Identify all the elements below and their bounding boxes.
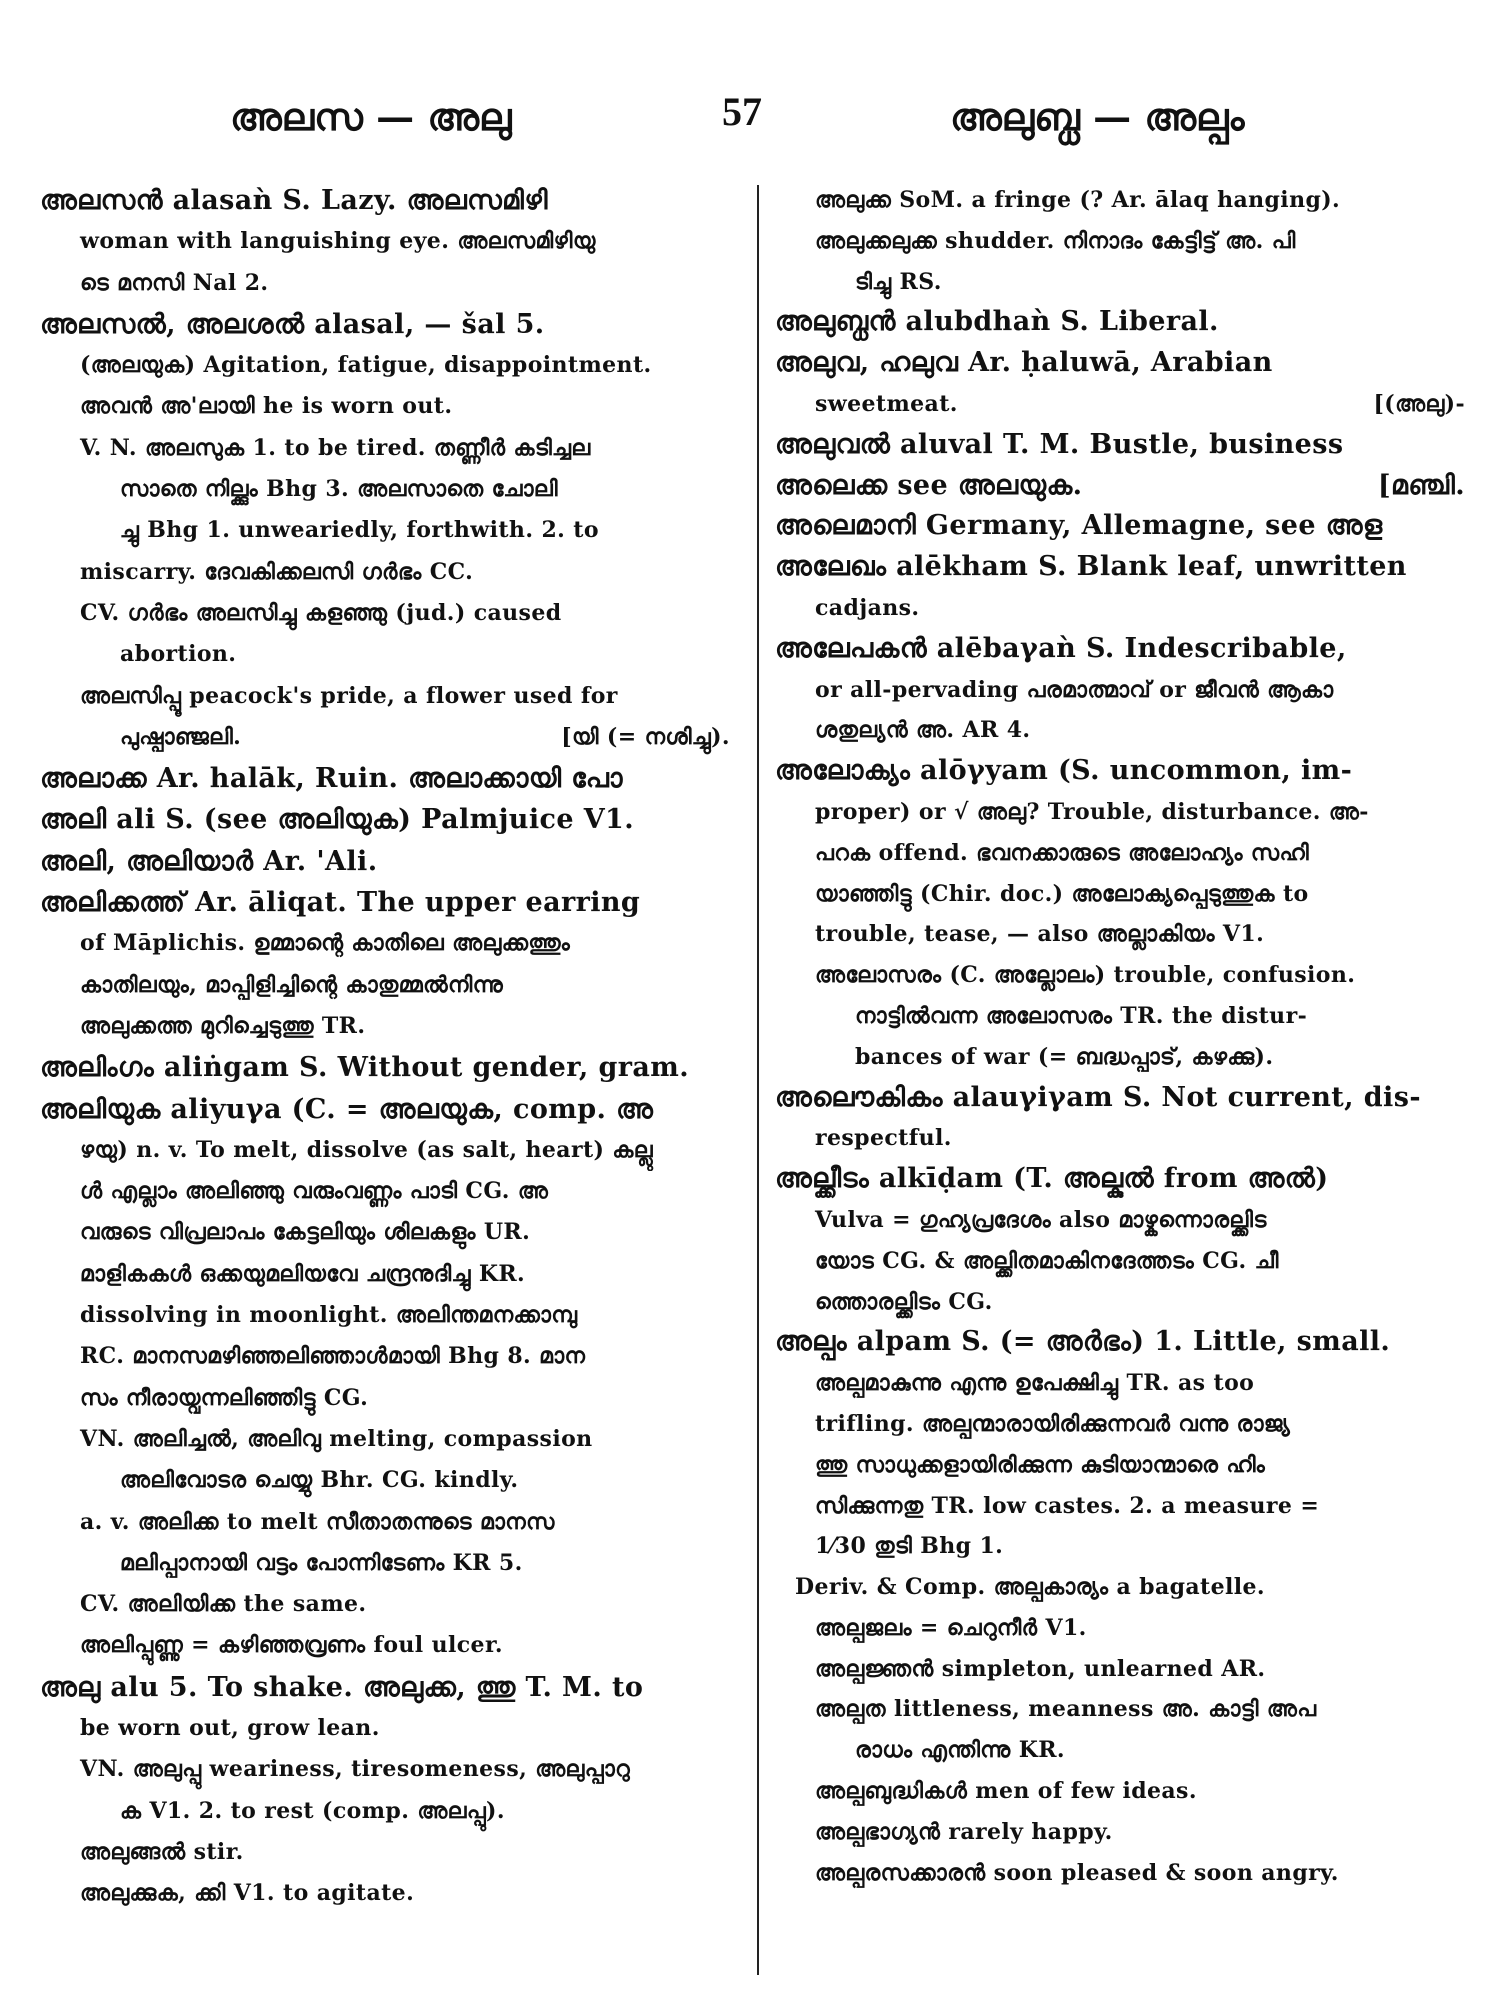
dictionary-entry-line — [40, 1873, 730, 1914]
dictionary-entry-headline — [775, 466, 1465, 507]
dictionary-entry-headline — [40, 841, 730, 882]
entry-text: dissolving in moonlight. അലിന്തമനക്കാമ്പു — [80, 1302, 578, 1329]
entry-text: അലെക്ക see അലയുക. — [775, 469, 1083, 501]
entry-text: അലുക്ക SoM. a fringe (? Ar. ālaq hanging). — [815, 187, 1341, 213]
entry-text: അലോക്യം alōγyam (S. uncommon, im- — [775, 755, 1353, 787]
dictionary-entry-headline — [40, 1047, 730, 1088]
dictionary-entry-line — [40, 263, 730, 304]
entry-text: അലസിപ്പൂ peacock's pride, a flower used for — [80, 682, 618, 709]
dictionary-entry-line — [40, 1791, 730, 1832]
entry-text: സം നീരായ്വന്നലിഞ്ഞിട്ടു CG. — [80, 1384, 369, 1411]
entry-text: ച്ചു Bhg 1. unweariedly, forthwith. 2. to — [120, 517, 599, 544]
dictionary-entry-headline — [775, 506, 1465, 547]
dictionary-entry-headline — [775, 1159, 1465, 1200]
header-right-guide-word: അലുബ്ധ — അല്പം — [950, 94, 1245, 139]
dictionary-entry-line — [775, 996, 1465, 1037]
dictionary-entry-line — [40, 428, 730, 469]
entry-text: അലുങ്ങൽ stir. — [80, 1838, 244, 1865]
dictionary-entry-line — [40, 1460, 730, 1501]
entry-text: ഴയു) n. v. To melt, dissolve (as salt, heart) കല്ലു — [80, 1136, 653, 1163]
entry-right-note: [മഞ്ചി. — [1377, 469, 1465, 501]
entry-text: അലേപകൻ alēbaγaǹ S. Indescribable, — [775, 632, 1347, 664]
entry-text: a. v. അലിക്ക to melt സീതാതന്നുടെ മാനസ — [80, 1508, 555, 1535]
left-column — [40, 180, 730, 1914]
dictionary-entry-line — [775, 1486, 1465, 1527]
entry-text: ൾ എല്ലാം അലിഞ്ഞു വരുംവണ്ണം പാടി CG. അ — [80, 1178, 549, 1205]
dictionary-entry-line — [775, 1445, 1465, 1486]
entry-text: ടെ മനസി Nal 2. — [80, 269, 269, 296]
dictionary-entry-line — [775, 262, 1465, 303]
entry-text: അവൻ അ'ലായി he is worn out. — [80, 393, 453, 420]
entry-text: പുഷ്പാഞ്ജലി. — [120, 723, 242, 750]
entry-text: അലുക്കത്ത മുറിച്ചെടുത്തു TR. — [80, 1012, 366, 1039]
dictionary-entry-line — [775, 1200, 1465, 1241]
dictionary-entry-line — [40, 345, 730, 386]
dictionary-entry-line — [775, 588, 1465, 629]
entry-text: V. N. അലസുക 1. to be tired. തണ്ണീർ കടിച്ചല — [80, 434, 591, 461]
entry-text: അലുക്കുക, ക്കി V1. to agitate. — [80, 1880, 415, 1907]
dictionary-entry-line — [40, 1254, 730, 1295]
dictionary-entry-headline — [40, 304, 730, 345]
dictionary-entry-line — [775, 874, 1465, 915]
entry-text: ത്തു സാധുക്കളായിരിക്കുന്ന കുടിയാന്മാരെ ഹിം — [815, 1451, 1266, 1478]
entry-text: അല്പജലം = ചെറുനീർ V1. — [815, 1614, 1087, 1641]
dictionary-entry-line — [40, 386, 730, 427]
dictionary-entry-line — [775, 384, 1465, 425]
entry-text: ടിച്ചു RS. — [855, 268, 942, 295]
entry-text: woman with languishing eye. അലസമിഴിയു — [80, 228, 596, 255]
dictionary-entry-line — [775, 792, 1465, 833]
dictionary-entry-line — [40, 1130, 730, 1171]
entry-text: നാട്ടിൽവന്ന അലോസരം TR. the distur- — [855, 1002, 1308, 1029]
dictionary-entry-line — [775, 1404, 1465, 1445]
dictionary-entry-line — [40, 593, 730, 634]
entry-text: ക V1. 2. to rest (comp. അലപ്പു). — [120, 1797, 505, 1824]
dictionary-entry-headline — [40, 1667, 730, 1708]
entry-text: be worn out, grow lean. — [80, 1714, 380, 1741]
dictionary-entry-line — [40, 923, 730, 964]
entry-text: abortion. — [120, 641, 237, 668]
dictionary-entry-line — [40, 1419, 730, 1460]
dictionary-entry-line — [40, 1502, 730, 1543]
entry-text: VN. അലുപ്പു weariness, tiresomeness, അലുപ്പാറു — [80, 1756, 631, 1783]
entry-text: അലിക്കത്ത് Ar. āliqat. The upper earring — [40, 887, 641, 919]
entry-text: RC. മാനസമഴിഞ്ഞലിഞ്ഞാൾമായി Bhg 8. മാന — [80, 1343, 586, 1370]
entry-text: ശതുല്യൻ അ. AR 4. — [815, 717, 1031, 744]
dictionary-entry-line — [775, 1037, 1465, 1078]
entry-text: അലസൻ alasaǹ S. Lazy. അലസമിഴി — [40, 185, 548, 216]
entry-text: trifling. അല്പന്മാരായിരിക്കുന്നവർ വന്നു രാജ്യ — [815, 1410, 1291, 1437]
entry-text: bances of war (= ബദ്ധപ്പാട്, കഴക്കു). — [855, 1043, 1274, 1070]
dictionary-entry-line — [40, 1749, 730, 1790]
entry-text: trouble, tease, — also അല്ലാകിയം V1. — [815, 921, 1265, 948]
entry-text: രാധം എന്തിന്നു KR. — [855, 1737, 1065, 1764]
entry-text: സാതെ നില്ക്കും Bhg 3. അലസാതെ ചോലി — [120, 476, 558, 503]
dictionary-entry-line — [775, 1689, 1465, 1730]
dictionary-entry-headline — [775, 751, 1465, 792]
entry-text: miscarry. ദേവകിക്കലസി ഗർഭം CC. — [80, 558, 474, 585]
dictionary-entry-line — [40, 1832, 730, 1873]
right-column — [775, 180, 1465, 1893]
dictionary-entry-line — [775, 955, 1465, 996]
header-left-guide-word: അലസ — അലു — [230, 94, 512, 139]
dictionary-entry-headline — [775, 343, 1465, 384]
dictionary-entry-line — [775, 710, 1465, 751]
dictionary-entry-line — [40, 510, 730, 551]
dictionary-entry-line — [775, 1853, 1465, 1894]
dictionary-entry-line — [775, 1282, 1465, 1323]
dictionary-entry-headline — [40, 758, 730, 799]
entry-text: 1⁄30 തുടി Bhg 1. — [815, 1533, 1004, 1560]
dictionary-entry-line — [40, 221, 730, 262]
dictionary-entry-line — [775, 1241, 1465, 1282]
entry-text: അലിംഗം aliṅgam S. Without gender, gram. — [40, 1052, 690, 1084]
entry-text: അലേഖം alēkham S. Blank leaf, unwritten — [775, 551, 1407, 583]
dictionary-entry-headline — [40, 882, 730, 923]
dictionary-entry-line — [40, 1336, 730, 1377]
dictionary-entry-headline — [775, 302, 1465, 343]
dictionary-entry-headline — [40, 799, 730, 840]
dictionary-entry-line — [40, 1378, 730, 1419]
entry-text: യാഞ്ഞിട്ടു (Chir. doc.) അലോക്യപ്പെടുത്തുക to — [815, 880, 1309, 907]
dictionary-entry-line — [40, 552, 730, 593]
entry-right-note: [(അലു)- — [1373, 390, 1465, 417]
entry-text: അല്പബുദ്ധികൾ men of few ideas. — [815, 1778, 1197, 1805]
entry-text: അലുവ, ഹലുവ Ar. ḥaluwā, Arabian — [775, 347, 1273, 379]
entry-text: അലി ali S. (see അലിയുക) Palmjuice V1. — [40, 804, 635, 836]
dictionary-entry-headline — [40, 180, 730, 221]
dictionary-entry-line — [40, 965, 730, 1006]
entry-text: മാളികകൾ ഒക്കയുമലിയവേ ചന്ദ്രനുദിച്ചു KR. — [80, 1260, 526, 1287]
dictionary-entry-line — [40, 717, 730, 758]
dictionary-entry-headline — [775, 425, 1465, 466]
dictionary-entry-line — [775, 1118, 1465, 1159]
dictionary-entry-line — [775, 1363, 1465, 1404]
entry-text: CV. ഗർഭം അലസിച്ചു കളഞ്ഞു (jud.) caused — [80, 599, 562, 626]
entry-text: അലുക്കലുക്ക shudder. നിനാദം കേട്ടിട്ട് അ. പി — [815, 227, 1296, 254]
entry-text: proper) or √ അലു? Trouble, disturbance. അ- — [815, 798, 1369, 825]
dictionary-entry-line — [40, 1708, 730, 1749]
dictionary-entry-line — [775, 1649, 1465, 1690]
dictionary-entry-line — [40, 1543, 730, 1584]
dictionary-entry-line — [775, 1771, 1465, 1812]
dictionary-entry-line — [40, 676, 730, 717]
entry-text: Deriv. & Comp. അല്പകാര്യം a bagatelle. — [795, 1574, 1265, 1601]
entry-text: അലസൽ, അലശൽ alasal, — šal 5. — [40, 308, 545, 340]
dictionary-entry-line — [40, 1625, 730, 1666]
entry-text: അലുബ്ധൻ alubdhaǹ S. Liberal. — [775, 306, 1219, 338]
dictionary-entry-headline — [775, 1078, 1465, 1119]
column-divider — [757, 185, 759, 1975]
dictionary-entry-line — [775, 221, 1465, 262]
entry-text: അലി, അലിയാർ Ar. 'Ali. — [40, 845, 378, 877]
dictionary-entry-headline — [775, 1322, 1465, 1363]
entry-text: അലെമാനി Germany, Allemagne, see അള — [775, 510, 1383, 542]
entry-text: VN. അലിച്ചൽ, അലിവു melting, compassion — [80, 1425, 593, 1452]
entry-text: or all-pervading പരമാത്മാവ് or ജീവൻ ആകാ — [815, 676, 1334, 703]
dictionary-entry-line — [775, 180, 1465, 221]
page-number: 57 — [722, 89, 762, 134]
entry-text: അല്പം alpam S. (= അർഭം) 1. Little, small. — [775, 1326, 1391, 1358]
dictionary-entry-line — [775, 1608, 1465, 1649]
dictionary-entry-line — [40, 1171, 730, 1212]
entry-text: പറക offend. ഭവനക്കാരുടെ അലോഹ്യം സഹി — [815, 839, 1310, 866]
dictionary-entry-line — [775, 1812, 1465, 1853]
entry-text: മലിപ്പാനായി വട്ടം പോന്നിടേണം KR 5. — [120, 1549, 523, 1576]
dictionary-entry-line — [775, 1730, 1465, 1771]
entry-text: അലു alu 5. To shake. അലുക്ക, ത്തു T. M. to — [40, 1671, 644, 1703]
entry-text: Vulva = ഗുഹ്യപ്രദേശം also മാഴ്കന്നൊരല്ക്കിട — [815, 1206, 1267, 1233]
entry-text: അലിവോടര ചെയ്യു Bhr. CG. kindly. — [120, 1467, 519, 1494]
dictionary-entry-line — [40, 1006, 730, 1047]
entry-text: അല്പമാകുന്നു എന്നു ഉപേക്ഷിച്ചു TR. as too — [815, 1370, 1255, 1397]
entry-text: അലുവൽ aluval T. M. Bustle, business — [775, 428, 1344, 460]
entry-text: ത്തൊരല്ക്കിടം CG. — [815, 1288, 993, 1315]
entry-text: അലൌകികം alauγiγam S. Not current, dis- — [775, 1081, 1421, 1113]
page-header — [0, 88, 1500, 148]
entry-right-note: [യി (= നശിച്ചു). — [561, 723, 730, 750]
entry-text: CV. അലിയിക്ക the same. — [80, 1591, 367, 1618]
entry-text: യോട CG. & അല്ക്കിതമാകിനദേത്തടം CG. ചീ — [815, 1247, 1279, 1274]
dictionary-entry-line — [40, 634, 730, 675]
dictionary-entry-line — [40, 1212, 730, 1253]
entry-text: അല്പരസക്കാരൻ soon pleased & soon angry. — [815, 1859, 1339, 1886]
dictionary-entry-line — [40, 469, 730, 510]
entry-text: അലോസരം (C. അല്ലോലം) trouble, confusion. — [815, 962, 1356, 989]
entry-text: അല്ക്കീടം alkīḍam (T. അല്കുൽ from അൽ) — [775, 1163, 1329, 1195]
dictionary-entry-headline — [40, 1089, 730, 1130]
entry-text: അല്പജ്ഞൻ simpleton, unlearned AR. — [815, 1655, 1266, 1682]
dictionary-entry-headline — [775, 629, 1465, 670]
entry-text: അലാക്ക Ar. halāk, Ruin. അലാക്കായി പോ — [40, 763, 623, 795]
dictionary-entry-line — [775, 914, 1465, 955]
entry-text: അലിപ്പുണ്ണു = കഴിഞ്ഞവ്രണം foul ulcer. — [80, 1632, 503, 1659]
entry-text: (അലയുക) Agitation, fatigue, disappointment. — [80, 352, 652, 379]
entry-text: of Māplichis. ഉമ്മാന്റെ കാതിലെ അലുക്കത്തും — [80, 930, 571, 957]
dictionary-entry-line — [775, 670, 1465, 711]
dictionary-entry-line — [775, 1526, 1465, 1567]
entry-text: കാതിലയും, മാപ്പിളിച്ചിന്റെ കാതുമ്മൽനിന്നു — [80, 971, 504, 998]
dictionary-entry-line — [40, 1584, 730, 1625]
entry-text: sweetmeat. — [815, 390, 958, 417]
dictionary-entry-headline — [775, 547, 1465, 588]
entry-text: അലിയുക aliyuγa (C. = അലയുക, comp. അ — [40, 1093, 654, 1125]
dictionary-entry-line — [775, 1567, 1465, 1608]
entry-text: respectful. — [815, 1125, 952, 1152]
entry-text: അല്പഭാഗ്യൻ rarely happy. — [815, 1818, 1113, 1845]
dictionary-entry-line — [40, 1295, 730, 1336]
entry-text: സിക്കുന്നതു TR. low castes. 2. a measure = — [815, 1492, 1320, 1519]
entry-text: വരുടെ വിപ്രലാപം കേട്ടലിയും ശിലകളും UR. — [80, 1219, 531, 1246]
entry-text: cadjans. — [815, 594, 920, 621]
entry-text: അല്പത littleness, meanness അ. കാട്ടി അപ — [815, 1696, 1317, 1723]
dictionary-entry-line — [775, 833, 1465, 874]
